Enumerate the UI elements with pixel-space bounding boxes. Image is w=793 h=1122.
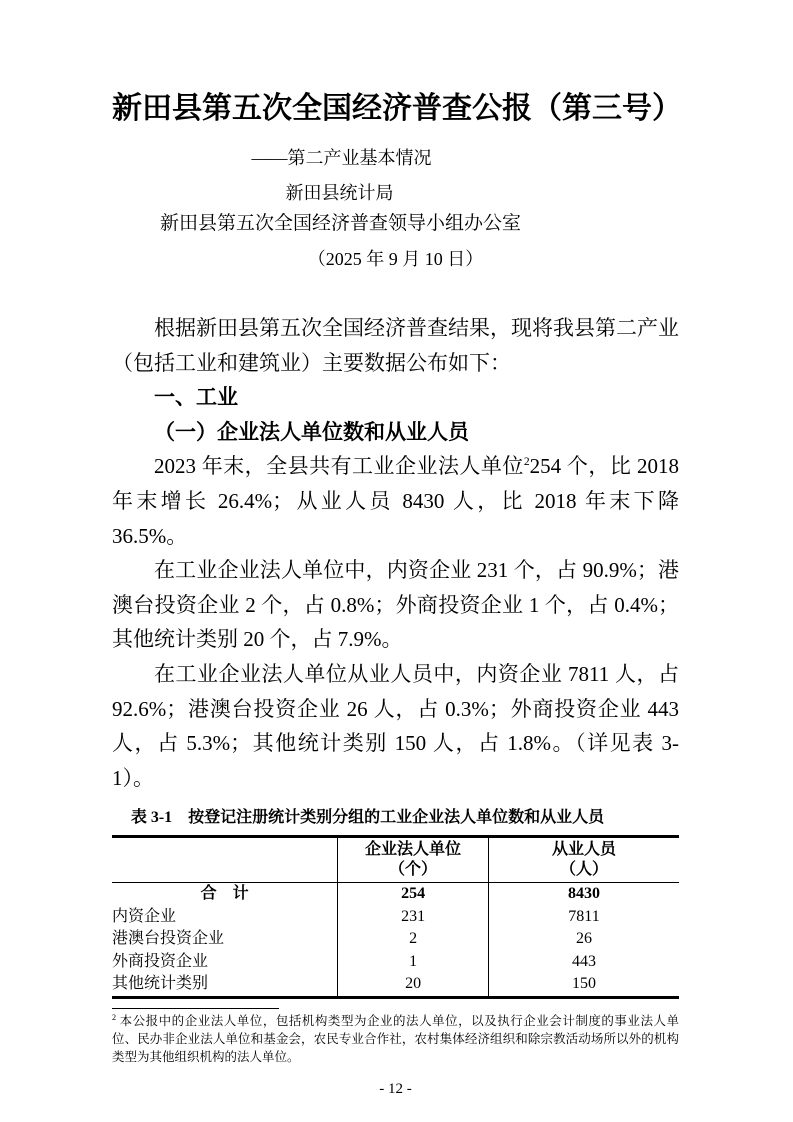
row-other-units: 20 — [338, 973, 489, 997]
paragraph-employment-by-registration-type: 在工业企业法人单位从业人员中，内资企业 7811 人，占 92.6%；港澳台投资企业 26 人，占 0.3%；外商投资企业 443 人，占 5.3%；其他统计类别 150 人，占 1.8%。（详见表 3-1）。 — [112, 661, 679, 790]
table-header-units-line2: （个） — [389, 861, 438, 879]
row-label-foreign: 外商投资企业 — [112, 952, 209, 970]
table-header-units — [338, 837, 489, 883]
table-row-hk-macao-taiwan — [112, 928, 679, 951]
table-header-employees — [488, 837, 679, 883]
subsection-heading-legal-entities: （一）企业法人单位数和从业人员 — [154, 419, 469, 444]
intro-paragraph: 根据新田县第五次全国经济普查结果，现将我县第二产业（包括工业和建筑业）主要数据公布如下： — [112, 316, 679, 375]
document-content — [112, 0, 682, 1099]
row-label-hk-macao-taiwan: 港澳台投资企业 — [112, 930, 225, 948]
row-hk-macao-taiwan-employees: 26 — [488, 928, 679, 951]
footnote — [112, 1012, 679, 1066]
table-header-units-line1: 企业法人单位 — [365, 841, 462, 859]
paragraph-industrial-units-text-start: 2023 年末，全县共有工业企业法人单位 — [154, 454, 524, 479]
paragraph-industrial-units — [112, 449, 679, 553]
row-label-total: 合 计 — [200, 885, 249, 903]
row-total-units: 254 — [338, 883, 489, 906]
footnote-separator — [112, 1008, 279, 1009]
page-number: - 12 - — [379, 1080, 412, 1097]
row-label-other: 其他统计类别 — [112, 975, 209, 993]
row-label-domestic: 内资企业 — [112, 907, 177, 925]
table-row-domestic — [112, 906, 679, 929]
table-3-1-title: 表 3-1 按登记注册统计类别分组的工业企业法人单位数和从业人员 — [130, 809, 605, 827]
document-title: 新田县第五次全国经济普查公报（第三号） — [112, 92, 682, 125]
document-subtitle: ——第二产业基本情况 — [251, 148, 432, 168]
issuing-org-statistics-bureau: 新田县统计局 — [285, 183, 394, 203]
footnote-text: 本公报中的企业法人单位，包括机构类型为企业的法人单位，以及执行企业会计制度的事业法人单位、民办非企业法人单位和基金会，农民专业合作社，农村集体经济组织和除宗教活动场所以外的机构类型为其他组织机构的法人单位。 — [112, 1013, 679, 1064]
table-header-blank — [112, 837, 338, 883]
row-domestic-employees: 7811 — [488, 906, 679, 929]
section-heading-industry: 一、工业 — [154, 385, 238, 410]
row-foreign-units: 1 — [338, 951, 489, 974]
table-header-employees-line1: 从业人员 — [551, 841, 616, 859]
table-header-employees-line2: （人） — [559, 861, 608, 879]
footnote-marker: 2 — [112, 1012, 117, 1022]
row-total-employees: 8430 — [488, 883, 679, 906]
paragraph-units-by-registration-type: 在工业企业法人单位中，内资企业 231 个，占 90.9%；港澳台投资企业 2 个，占 0.8%；外商投资企业 1 个，占 0.4%；其他统计类别 20 个，占 7.9%。 — [112, 558, 679, 652]
body-text — [112, 311, 679, 795]
table-row-total — [112, 883, 679, 906]
paragraph-industrial-units-text-end: 254 个，比 2018 年末增长 26.4%；从业人员 8430 人，比 2018 年末下降 36.5%。 — [112, 454, 680, 548]
row-foreign-employees: 443 — [488, 951, 679, 974]
row-hk-macao-taiwan-units: 2 — [338, 928, 489, 951]
footnote-reference-2: 2 — [523, 456, 530, 469]
table-header-row — [112, 837, 679, 883]
issuing-org-census-leading-group-office: 新田县第五次全国经济普查领导小组办公室 — [159, 213, 521, 234]
table-row-foreign — [112, 951, 679, 974]
table-row-other — [112, 973, 679, 997]
row-other-employees: 150 — [488, 973, 679, 997]
row-domestic-units: 231 — [338, 906, 489, 929]
publication-date: （2025 年 9 月 10 日） — [307, 249, 484, 269]
table-3-1 — [112, 835, 679, 999]
